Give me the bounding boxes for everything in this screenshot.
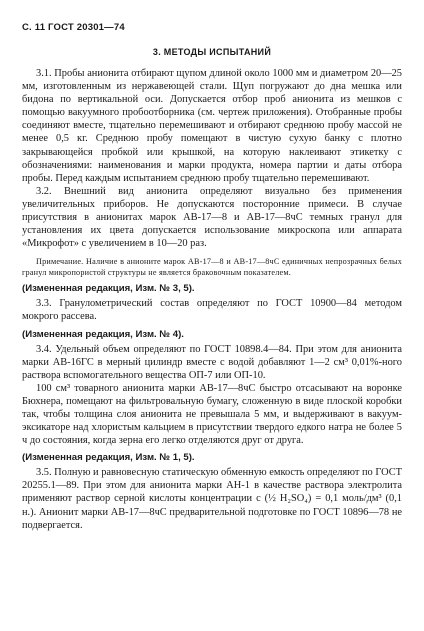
revision-note: (Измененная редакция, Изм. № 1, 5). [22,452,195,464]
paragraph-3-2: 3.2. Внешний вид анионита определяют визуально без применения увеличительных приборов. Не допускаются посторонние примеси. В случае присутствия в анионитах марок АВ-17—8 и АВ-17—8чС темных гранул для установления их цвета допускается использование микроскопа или аппарата «Микрофот» с увеличением в 10—20 раз. [22,185,402,250]
paragraph-3-5: 3.5. Полную и равновесную статическую обменную емкость определяют по ГОСТ 20255.1—89. При этом для анионита марки АН-1 в качестве раствора электролита применяют раствор серной кислоты концентрации c (½ H₂SO₄) = 0,1 моль/дм³ (0,1 н.). Анионит марки АВ-17—8чС предварительной подготовке по ГОСТ 10896—78 не подвергается. [22,467,402,531]
note-text: Примечание. Наличие в анионите марок АВ-17—8 и АВ-17—8чС единичных непрозрачных белых гранул микропористой структуры не является браковочным показателем. [22,257,402,278]
paragraph-3-4: 3.4. Удельный объем определяют по ГОСТ 10898.4—84. При этом для анионита марки АВ-16ГС в мерный цилиндр вместе с водой добавляют 1—2 см³ 0,01%-ного раствора вспомогательного вещества ОП-7 или ОП-10. [22,343,402,381]
revision-note: (Измененная редакция, Изм. № 4). [22,328,184,340]
paragraph-3-3: 3.3. Гранулометрический состав определяют по ГОСТ 10900—84 методом мокрого рассева. [22,298,402,323]
revision-note: (Измененная редакция, Изм. № 3, 5). [22,283,195,295]
paragraph-3-1: 3.1. Пробы анионита отбирают щупом длиной около 1000 мм и диаметром 20—25 мм, изготовленным из нержавеющей стали. Щуп погружают до дна мешка или бидона по вертикальной оси. Допускается отбор проб анионита из мешков с помощью вакуумного пробоотборника (см. чертеж приложения). Отобранные пробы соединяют вместе, тщательно перемешивают и отбирают среднюю пробу массой не менее 0,5 кг. Среднюю пробу помещают в чистую сухую банку с плотно закрывающейся пробкой или крышкой, на которую наклеивают этикетку с обозначениями: наименования и марки продукта, номера партии и даты отбора пробы. Перед каждым испытанием среднюю пробу тщательно перемешивают. [22,68,402,184]
paragraph-3-4-continued: 100 см³ товарного анионита марки АВ-17—8чС быстро отсасывают на воронке Бюхнера, помещают на фильтровальную бумагу, сложенную в виде плоской коробки так, чтобы толщина слоя анионита не превышала 5 мм, и выдерживают в вакуум-эксикаторе над хлористым кальцием в присутствии твердого едкого натра не более 5 ч до состояния, когда зерна его легко отделяются друг от друга. [22,382,402,447]
page-header: С. 11 ГОСТ 20301—74 [22,22,125,33]
section-title: 3. МЕТОДЫ ИСПЫТАНИЙ [152,47,272,57]
